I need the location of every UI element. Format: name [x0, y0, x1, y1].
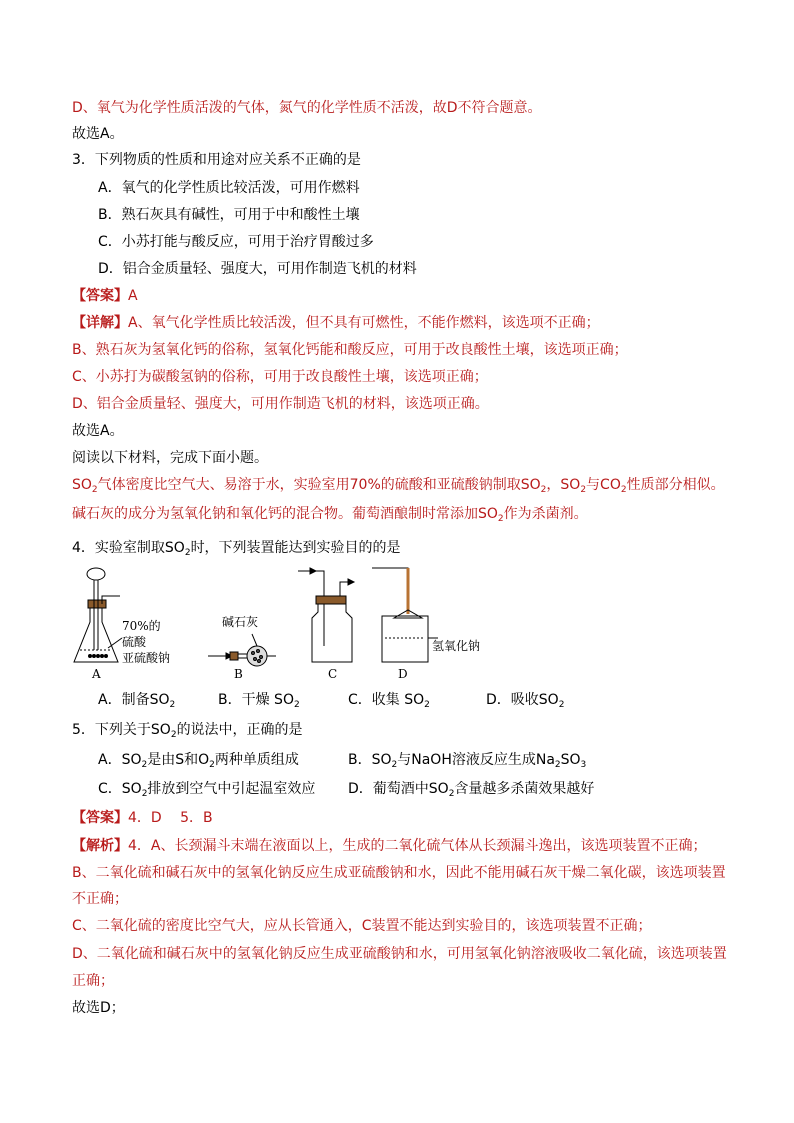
material-1: [72, 475, 725, 495]
q-text: 5．下列关于SO: [72, 722, 171, 738]
question-3: 3．下列物质的性质和用途对应关系不正确的是: [72, 152, 361, 168]
subscript: 2: [391, 760, 398, 770]
q5-options-row2: [98, 779, 698, 799]
q-text: 时，下列装置能达到实验目的的是: [190, 540, 401, 556]
explain-text: 4．A、长颈漏斗末端在液面以上，生成的二氧化硫气体从长颈漏斗逸出，该选项装置不正确；: [128, 838, 707, 854]
answer-45: [72, 808, 213, 828]
subscript: 2: [293, 700, 300, 710]
subscript: 2: [540, 485, 547, 495]
subscript: 2: [497, 514, 504, 524]
mat-text: 性质部分相似。: [626, 477, 725, 493]
subscript: 2: [169, 700, 176, 710]
explain-3c: C、小苏打为碳酸氢钠的俗称，可用于改良酸性土壤，该选项正确；: [72, 369, 488, 385]
mat-text: 碱石灰的成分为氢氧化钠和氧化钙的混合物。葡萄酒酿制时常添加SO: [72, 506, 498, 522]
q4-option-c: [348, 690, 430, 710]
mat-text: ，SO: [546, 477, 581, 493]
apparatus-b: [208, 634, 276, 666]
q4-options: [98, 690, 698, 710]
subscript: 2: [554, 760, 561, 770]
subscript: 2: [170, 730, 177, 740]
q3-option-d: D．铝合金质量轻、强度大，可用作制造飞机的材料: [98, 261, 417, 277]
exp2-option-d: D、氧气为化学性质活泼的气体，氮气的化学性质不活泼，故D不符合题意。: [72, 100, 542, 116]
q5-option-a: [98, 750, 299, 770]
apparatus-c: [298, 568, 354, 662]
explain-4c: C、二氧化硫的密度比空气大，应从长管通入，C装置不能达到实验目的，该选项装置不正确；: [72, 918, 652, 934]
opt-text: D．葡萄酒中SO: [348, 781, 449, 797]
apparatus-d: [372, 568, 438, 662]
subscript: 2: [184, 548, 191, 558]
opt-text: A．SO: [98, 752, 142, 768]
explain-4d-2: 正确；: [72, 973, 114, 989]
subscript: 2: [448, 789, 455, 799]
subscript: 2: [91, 485, 98, 495]
apparatus-a: [74, 568, 122, 662]
question-4: [72, 538, 401, 558]
opt-text: SO: [560, 752, 581, 768]
opt-text: D．吸收SO: [486, 692, 559, 708]
explain-tag: 【详解】: [72, 315, 128, 331]
q3-option-c: C．小苏打能与酸反应，可用于治疗胃酸过多: [98, 234, 374, 250]
q4-option-d: [486, 690, 564, 710]
question-5: [72, 720, 303, 740]
explain-tag: 【解析】: [72, 838, 128, 854]
q4-option-a: [98, 690, 175, 710]
opt-text: 两种单质组成: [214, 752, 299, 768]
label-a-text3: 亚硫酸钠: [122, 651, 171, 665]
mat-text: 气体密度比空气大、易溶于水，实验室用70%的硫酸和亚硫酸钠制取SO: [97, 477, 541, 493]
mat-text: 作为杀菌剂。: [503, 506, 588, 522]
answer-3: [72, 286, 138, 306]
q3-option-b: B．熟石灰具有碱性，可用于中和酸性土壤: [98, 207, 360, 223]
explain-4b-1: B、二氧化硫和碱石灰中的氢氧化钠反应生成亚硫酸钠和水，因此不能用碱石灰干燥二氧化碳，该选项装置: [72, 865, 726, 881]
select-d: 故选D；: [72, 1000, 125, 1016]
subscript: 2: [620, 485, 627, 495]
explain-text: A、氧气化学性质比较活泼，但不具有可燃性，不能作燃料，该选项不正确；: [128, 315, 600, 331]
apparatus-figure: [72, 566, 512, 682]
label-a: A: [92, 667, 101, 681]
answer-tag: 【答案】: [72, 810, 128, 826]
opt-text: A．制备SO: [98, 692, 170, 708]
q3-option-a: A．氧气的化学性质比较活泼，可用作燃料: [98, 180, 360, 196]
answer-value: A: [128, 288, 138, 304]
reading-intro: 阅读以下材料，完成下面小题。: [72, 450, 268, 466]
mat-text: 与CO: [586, 477, 621, 493]
subscript: 2: [424, 700, 430, 710]
answer-value: 4．D 5．B: [128, 810, 213, 826]
subscript: 3: [580, 760, 587, 770]
subscript: 2: [580, 485, 587, 495]
explain-4d-1: D、二氧化硫和碱石灰中的氢氧化钠反应生成亚硫酸钠和水，可用氢氧化钠溶液吸收二氧化硫，该选项装置: [72, 946, 727, 962]
q5-option-d: [348, 779, 594, 799]
opt-text: 排放到空气中引起温室效应: [147, 781, 316, 797]
subscript: 2: [141, 789, 148, 799]
subscript: 2: [558, 700, 565, 710]
subscript: 2: [141, 760, 148, 770]
opt-text: 是由S和O: [147, 752, 210, 768]
q5-options-row1: [98, 750, 698, 770]
explain-3b: B、熟石灰为氢氧化钙的俗称，氢氧化钙能和酸反应，可用于改良酸性土壤，该选项正确；: [72, 342, 628, 358]
select-a-3: 故选A。: [72, 423, 124, 439]
label-b: B: [234, 667, 243, 681]
explain-3d: D、铝合金质量轻、强度大，可用作制造飞机的材料，该选项正确。: [72, 396, 489, 412]
q5-option-b: [348, 750, 586, 770]
label-a-text1: 70%的: [122, 619, 161, 633]
opt-text: 与NaOH溶液反应生成Na: [397, 752, 555, 768]
q4-option-b: [218, 690, 300, 710]
select-a-2: 故选A。: [72, 126, 124, 142]
opt-text: C．收集 SO: [348, 692, 425, 708]
explain-4b-2: 不正确；: [72, 891, 128, 907]
explain-3a: [72, 313, 600, 333]
opt-text: B．SO: [348, 752, 392, 768]
material-2: [72, 504, 588, 524]
opt-text: 含量越多杀菌效果越好: [454, 781, 595, 797]
q-text: 的说法中，正确的是: [176, 722, 303, 738]
q-text: 4．实验室制取SO: [72, 540, 185, 556]
subscript: 2: [209, 760, 215, 770]
q5-option-c: [98, 779, 315, 799]
label-d-text: 氢氧化钠: [432, 639, 481, 653]
opt-text: B．干燥 SO: [218, 692, 294, 708]
mat-text: SO: [72, 477, 92, 493]
label-a-text2: 硫酸: [122, 635, 147, 649]
opt-text: C．SO: [98, 781, 142, 797]
answer-tag: 【答案】: [72, 288, 128, 304]
label-b-text: 碱石灰: [222, 615, 259, 629]
label-d: D: [398, 667, 408, 681]
explain-4a: [72, 836, 706, 856]
label-c: C: [328, 667, 338, 681]
